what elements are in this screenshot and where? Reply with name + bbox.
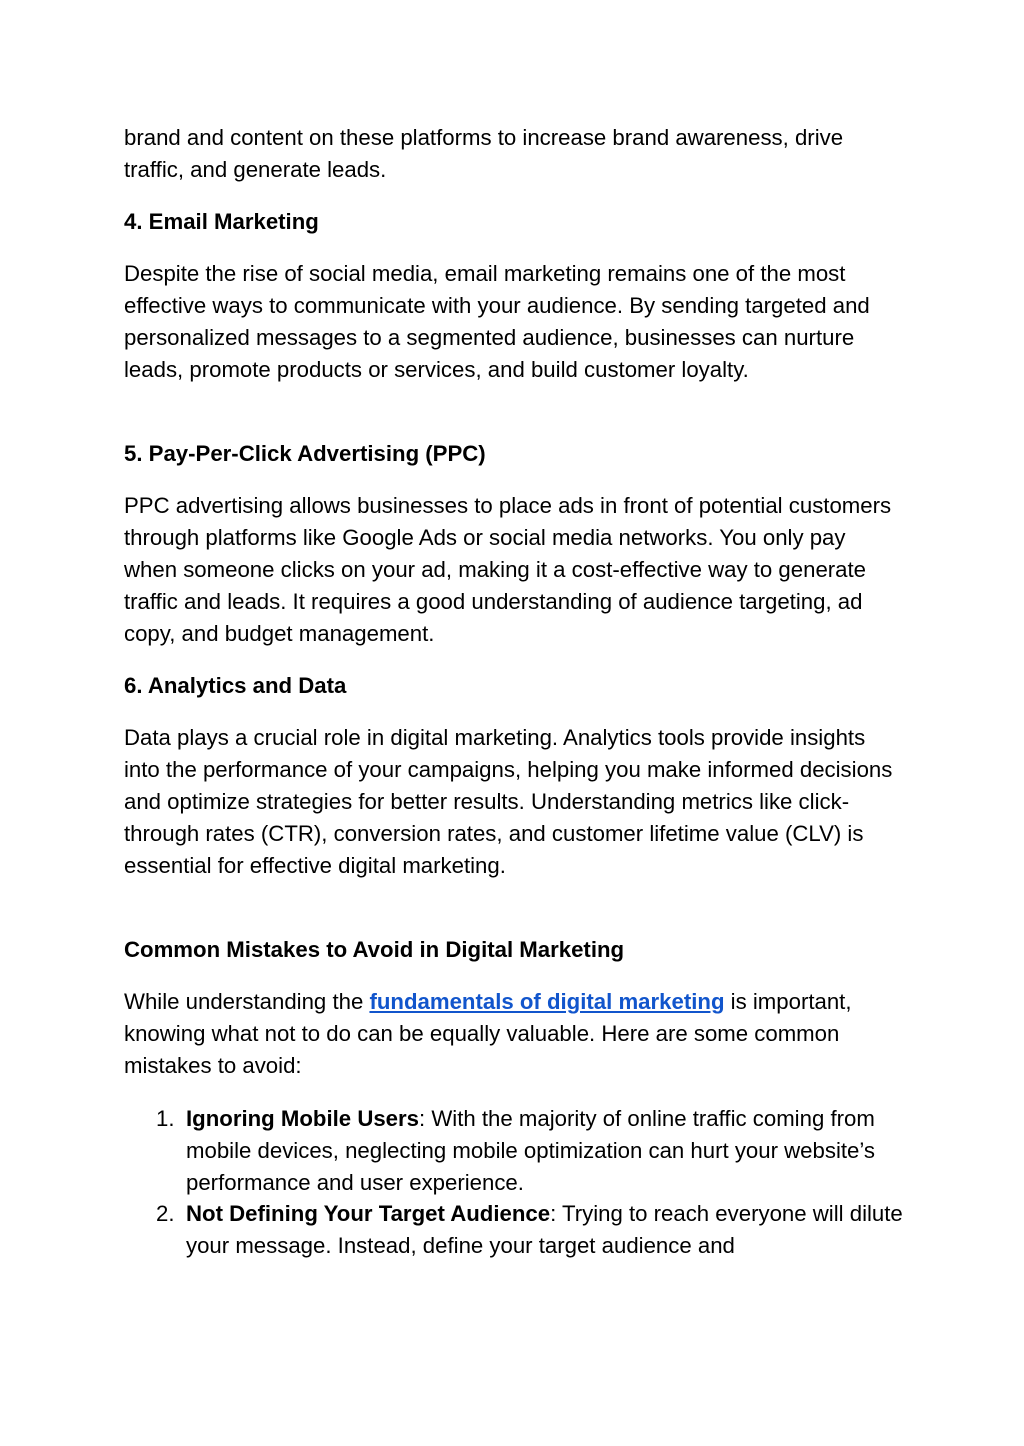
list-item-number: 1. [156, 1106, 175, 1131]
intro-paragraph-tail: brand and content on these platforms to increase brand awareness, drive traffic, and generate leads. [124, 125, 844, 182]
list-item-body [186, 1103, 904, 1199]
section-body-ppc: PPC advertising allows businesses to place ads in front of potential customers through platforms like Google Ads or social media networks. You only pay when someone clicks on your ad, making it a cost-effective way to generate traffic and leads. It requires a good understanding of audience targeting, ad copy, and budget management. [124, 493, 892, 646]
section-heading-email-marketing: 4. Email Marketing [124, 209, 319, 234]
list-item-body [186, 1198, 904, 1262]
section-heading-ppc: 5. Pay-Per-Click Advertising (PPC) [124, 441, 486, 466]
mistakes-intro-paragraph [124, 986, 904, 1082]
mistakes-intro-before: While understanding the [124, 989, 370, 1014]
list-item-number: 2. [156, 1201, 175, 1226]
section-body-analytics: Data plays a crucial role in digital marketing. Analytics tools provide insights into the performance of your campaigns, helping you make informed decisions and optimize strategies for better results. Understanding metrics like click-through rates (CTR), conversion rates, and customer lifetime value (CLV) is essential for effective digital marketing. [124, 725, 893, 878]
fundamentals-link[interactable]: fundamentals of digital marketing [369, 989, 725, 1014]
section-heading-analytics: 6. Analytics and Data [124, 673, 347, 698]
list-item-text: : Trying to reach everyone will dilute your message. Instead, define your target audience and [186, 1201, 903, 1258]
section-body-email-marketing: Despite the rise of social media, email marketing remains one of the most effective ways to communicate with your audience. By sending targeted and personalized messages to a segmented audience, businesses can nurture leads, promote products or services, and build customer loyalty. [124, 261, 870, 382]
list-item-text: : With the majority of online traffic coming from mobile devices, neglecting mobile optimization can hurt your website’s performance and user experience. [186, 1106, 875, 1195]
mistakes-intro-after: is important, knowing what not to do can be equally valuable. Here are some common mistakes to avoid: [124, 989, 852, 1078]
list-item-title: Ignoring Mobile Users [186, 1106, 419, 1131]
mistakes-heading: Common Mistakes to Avoid in Digital Marketing [124, 937, 625, 962]
list-item-title: Not Defining Your Target Audience [186, 1201, 551, 1226]
